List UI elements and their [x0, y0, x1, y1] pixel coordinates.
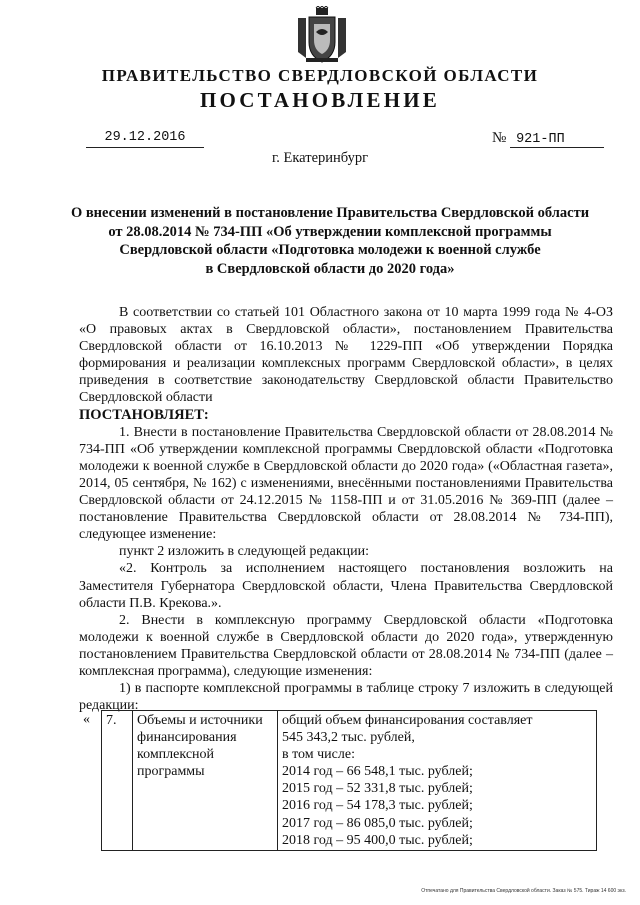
government-heading: ПРАВИТЕЛЬСТВО СВЕРДЛОВСКОЙ ОБЛАСТИ [101, 66, 539, 85]
paragraph-2a: 1) в паспорте комплексной программы в таблице строку 7 изложить в следующей редакции: [79, 681, 613, 714]
print-imprint: Отпечатано для Правительства Свердловской области. Заказ № 575. Тираж 14 600 экз. [421, 888, 626, 894]
value-line: в том числе: [282, 747, 355, 763]
value-line: 2018 год – 95 400,0 тыс. рублей; [282, 832, 473, 848]
row-value-cell [278, 711, 597, 851]
value-line: 2014 год – 66 548,1 тыс. рублей; [282, 764, 473, 780]
title-line-4: в Свердловской области до 2020 года» [205, 260, 455, 277]
table-row [102, 711, 597, 851]
open-quote: « [83, 712, 90, 727]
city-line: г. Екатеринбург [271, 150, 369, 166]
value-line: 2017 год – 86 085,0 тыс. рублей; [282, 815, 473, 831]
row-number-cell: 7. [102, 711, 133, 851]
document-number: 921-ПП [510, 132, 604, 148]
document-date: 29.12.2016 [86, 130, 204, 148]
title-line-1: О внесении изменений в постановление Правительства Свердловской области [70, 205, 590, 221]
title-line-3: Свердловской области «Подготовка молодежи к военной службе [119, 242, 541, 258]
paragraph-1: 1. Внести в постановление Правительства Свердловской области от 28.08.2014 № 734-ПП «Об утверждении комплексной программы Свердловской области «Подготовка молодежи к военной службе в Свердловской области до 2020 года» («Областная газета», 2014, 05 сентября, № 162) с изменениями, внесёнными постановлениями Правительства Свердловской области от 24.12.2015 № 1158-ПП и от 31.05.2016 № 369-ПП (далее – постановление Правительства Свердловской области от 28.08.2014 № 734-ПП), следующее изменение: [79, 424, 613, 543]
resolves-heading: ПОСТАНОВЛЯЕТ: [79, 406, 209, 423]
financing-table [101, 710, 597, 851]
value-line: 545 343,2 тыс. рублей, [282, 730, 415, 746]
row-label-cell: Объемы и источники финансирования комплексной программы [133, 711, 278, 851]
value-line: 2015 год – 52 331,8 тыс. рублей; [282, 781, 473, 797]
document-number-block [492, 130, 604, 148]
number-label: № [492, 130, 507, 146]
coat-of-arms-icon [296, 6, 348, 66]
intro-paragraph: В соответствии со статьей 101 Областного закона от 10 марта 1999 года № 4-ОЗ «О правовых актах в Свердловской области», постановлением Правительства Свердловской области от 16.10.2013 № 1229-ПП «Об утверждении Порядка формирования и реализации комплексных программ Свердловской области», в целях приведения в соответствие законодательству Свердловской области Правительство Свердловской области [79, 305, 613, 406]
value-line: общий объем финансирования составляет [282, 713, 533, 728]
paragraph-1a: пункт 2 изложить в следующей редакции: [119, 544, 369, 560]
document-title [70, 204, 590, 278]
document-body [79, 304, 613, 714]
title-line-2: от 28.08.2014 № 734-ПП «Об утверждении комплексной программы [108, 223, 552, 240]
paragraph-2: 2. Внести в комплексную программу Свердловской области «Подготовка молодежи к военной службе в Свердловской области до 2020 года», утвержденную постановлением Правительства Свердловской области от 28.08.2014 № 734-ПП (далее – комплексная программа), следующие изменения: [79, 612, 613, 679]
value-line: 2016 год – 54 178,3 тыс. рублей; [282, 798, 473, 814]
paragraph-1b: «2. Контроль за исполнением настоящего постановления возложить на Заместителя Губернатора Свердловской области, Члена Правительства Свердловской области П.В. Крекова.». [79, 561, 613, 611]
document-type-heading: ПОСТАНОВЛЕНИЕ [199, 88, 441, 112]
